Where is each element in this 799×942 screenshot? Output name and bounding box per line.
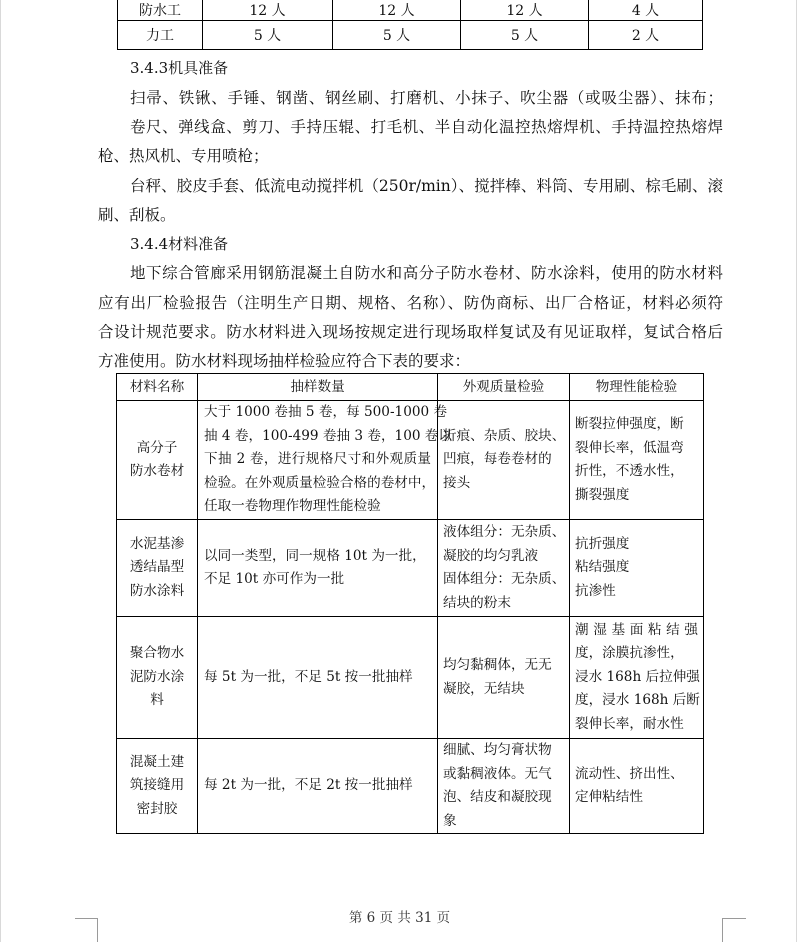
crew-count: 12 人 — [203, 0, 333, 21]
crew-count: 5 人 — [203, 21, 333, 50]
cell-line: 水泥基渗 — [129, 535, 185, 552]
cell-line: 撕裂强度 — [575, 486, 630, 503]
sampling-quantity-cell — [198, 520, 438, 617]
cell-line: 聚合物水 — [129, 645, 185, 662]
cell-line: 粘结强度 — [575, 559, 630, 576]
sampling-quantity-cell — [198, 739, 438, 834]
physical-check-cell — [570, 401, 704, 520]
section-heading-tools: 3.4.3机具准备 — [130, 59, 229, 77]
page-left-edge — [0, 0, 1, 942]
cell-line: 大于 1000 卷抽 5 卷，每 500-1000 卷 — [204, 404, 448, 421]
crew-role: 力工 — [118, 21, 203, 50]
paragraph-line: 枪、热风机、专用喷枪； — [98, 147, 269, 165]
column-header: 外观质量检验 — [438, 374, 570, 401]
section-heading-materials: 3.4.4材料准备 — [130, 235, 229, 253]
table-row — [117, 739, 704, 834]
crop-mark-left-v — [97, 918, 98, 942]
appearance-check-cell — [438, 739, 570, 834]
table-row — [117, 617, 704, 739]
table-row — [117, 520, 704, 617]
cell-line: 浸水 168h 后拉伸强 — [575, 668, 700, 685]
crop-mark-right-v — [722, 918, 723, 942]
cell-line: 裂伸长率，低温弯 — [575, 439, 684, 456]
cell-line: 以同一类型，同一规格 10t 为一批， — [204, 547, 426, 564]
crew-count-table — [117, 0, 703, 50]
cell-line: 凹痕，每卷卷材的 — [443, 451, 552, 468]
cell-line: 折痕、杂质、胶块、 — [443, 427, 566, 444]
crew-count: 5 人 — [461, 21, 589, 50]
cell-line: 每 5t 为一批，不足 5t 按一批抽样 — [204, 668, 413, 685]
cell-line: 均匀黏稠体，无无 — [443, 657, 552, 673]
paragraph-line: 扫帚、铁锹、手锤、钢凿、钢丝刷、打磨机、小抹子、吹尘器（或吸尘器）、抹布； — [130, 89, 723, 107]
material-name-cell — [117, 739, 198, 834]
sampling-inspection-table — [116, 373, 704, 834]
table-row — [118, 21, 703, 50]
table-row — [117, 401, 704, 520]
cell-line: 接头 — [443, 474, 471, 491]
cell-line: 料 — [150, 692, 164, 709]
crew-count: 2 人 — [589, 21, 703, 50]
cell-line: 混凝土建 — [129, 753, 185, 770]
physical-check-cell — [570, 739, 704, 834]
material-name-cell — [117, 401, 198, 520]
cell-line: 高分子 — [136, 439, 178, 456]
cell-line: 度，浸水 168h 后断 — [575, 692, 700, 709]
crew-count: 12 人 — [333, 0, 461, 21]
cell-line: 象 — [443, 812, 457, 829]
crop-mark-left-h — [75, 918, 98, 919]
column-header: 物理性能检验 — [570, 374, 704, 401]
paragraph-line: 刷、刮板。 — [98, 206, 176, 224]
paragraph-line: 地下综合管廊采用钢筋混凝土自防水和高分子防水卷材、防水涂料，使用的防水材料 — [130, 264, 723, 282]
cell-line: 不足 10t 亦可作为一批 — [204, 571, 345, 587]
cell-line: 泥防水涂 — [129, 668, 185, 685]
page-number-footer: 第 6 页 共 31 页 — [348, 910, 451, 926]
column-header: 抽样数量 — [198, 374, 438, 401]
cell-line: 度，涂膜抗渗性， — [575, 645, 684, 662]
cell-line: 防水涂料 — [129, 582, 185, 599]
paragraph-line: 方准使用。防水材料现场抽样检验应符合下表的要求： — [98, 352, 471, 370]
crew-count: 12 人 — [461, 0, 589, 21]
cell-line: 裂伸长率，耐水性 — [575, 715, 684, 732]
crop-mark-right-h — [722, 918, 746, 919]
sampling-quantity-cell — [198, 617, 438, 739]
cell-line: 液体组分：无杂质、 — [443, 524, 566, 540]
cell-line: 固体组分：无杂质、 — [443, 571, 566, 587]
sampling-quantity-cell — [198, 401, 452, 520]
cell-line: 任取一卷物理作物理性能检验 — [204, 498, 381, 515]
cell-line: 流动性、挤出性、 — [575, 765, 684, 782]
cell-line: 断裂拉伸强度，断 — [575, 416, 684, 432]
cell-line: 潮湿基面粘结强 — [575, 621, 698, 638]
cell-line: 折性，不透水性， — [575, 463, 684, 479]
crew-count: 4 人 — [589, 0, 703, 21]
cell-line: 透结晶型 — [129, 559, 185, 576]
material-name-cell — [117, 617, 198, 739]
page-right-edge — [796, 0, 797, 942]
paragraph-line: 卷尺、弹线盒、剪刀、手持压辊、打毛机、半自动化温控热熔焊机、手持温控热熔焊 — [130, 118, 723, 136]
cell-line: 凝胶，无结块 — [443, 680, 525, 697]
crew-role: 防水工 — [118, 0, 203, 21]
paragraph-line: 台秤、胶皮手套、低流电动搅拌机（250r/min）、搅拌棒、料筒、专用刷、棕毛刷、滚 — [130, 177, 723, 195]
cell-line: 抗折强度 — [575, 535, 630, 552]
crew-count: 5 人 — [333, 21, 461, 50]
cell-line: 检验。在外观质量检验合格的卷材中， — [204, 474, 436, 491]
cell-line: 泡、结皮和凝胶现 — [443, 789, 552, 805]
cell-line: 细腻、均匀膏状物 — [443, 742, 552, 758]
cell-line: 每 2t 为一批，不足 2t 按一批抽样 — [204, 777, 413, 794]
table-header-row — [117, 374, 704, 401]
appearance-check-cell — [438, 520, 570, 617]
appearance-check-cell — [438, 401, 570, 520]
cell-line: 抽 4 卷，100-499 卷抽 3 卷，100 卷以 — [204, 427, 452, 444]
cell-line: 筑接缝用 — [129, 777, 185, 794]
material-name-cell — [117, 520, 198, 617]
cell-line: 或黏稠液体。无气 — [443, 765, 552, 782]
paragraph-line: 应有出厂检验报告（注明生产日期、规格、名称）、防伪商标、出厂合格证，材料必须符 — [98, 294, 723, 312]
column-header: 材料名称 — [117, 374, 198, 401]
cell-line: 结块的粉末 — [443, 594, 511, 611]
table-row — [118, 0, 703, 21]
paragraph-line: 合设计规范要求。防水材料进入现场按规定进行现场取样复试及有见证取样，复试合格后 — [98, 323, 723, 341]
cell-line: 下抽 2 卷，进行规格尺寸和外观质量 — [204, 451, 431, 468]
physical-check-cell — [570, 520, 704, 617]
cell-line: 凝胶的均匀乳液 — [443, 547, 539, 564]
cell-line: 密封胶 — [136, 800, 178, 817]
appearance-check-cell — [438, 617, 570, 739]
cell-line: 防水卷材 — [129, 463, 185, 479]
cell-line: 抗渗性 — [575, 582, 616, 599]
physical-check-cell — [570, 617, 704, 739]
cell-line: 定伸粘结性 — [575, 789, 643, 805]
